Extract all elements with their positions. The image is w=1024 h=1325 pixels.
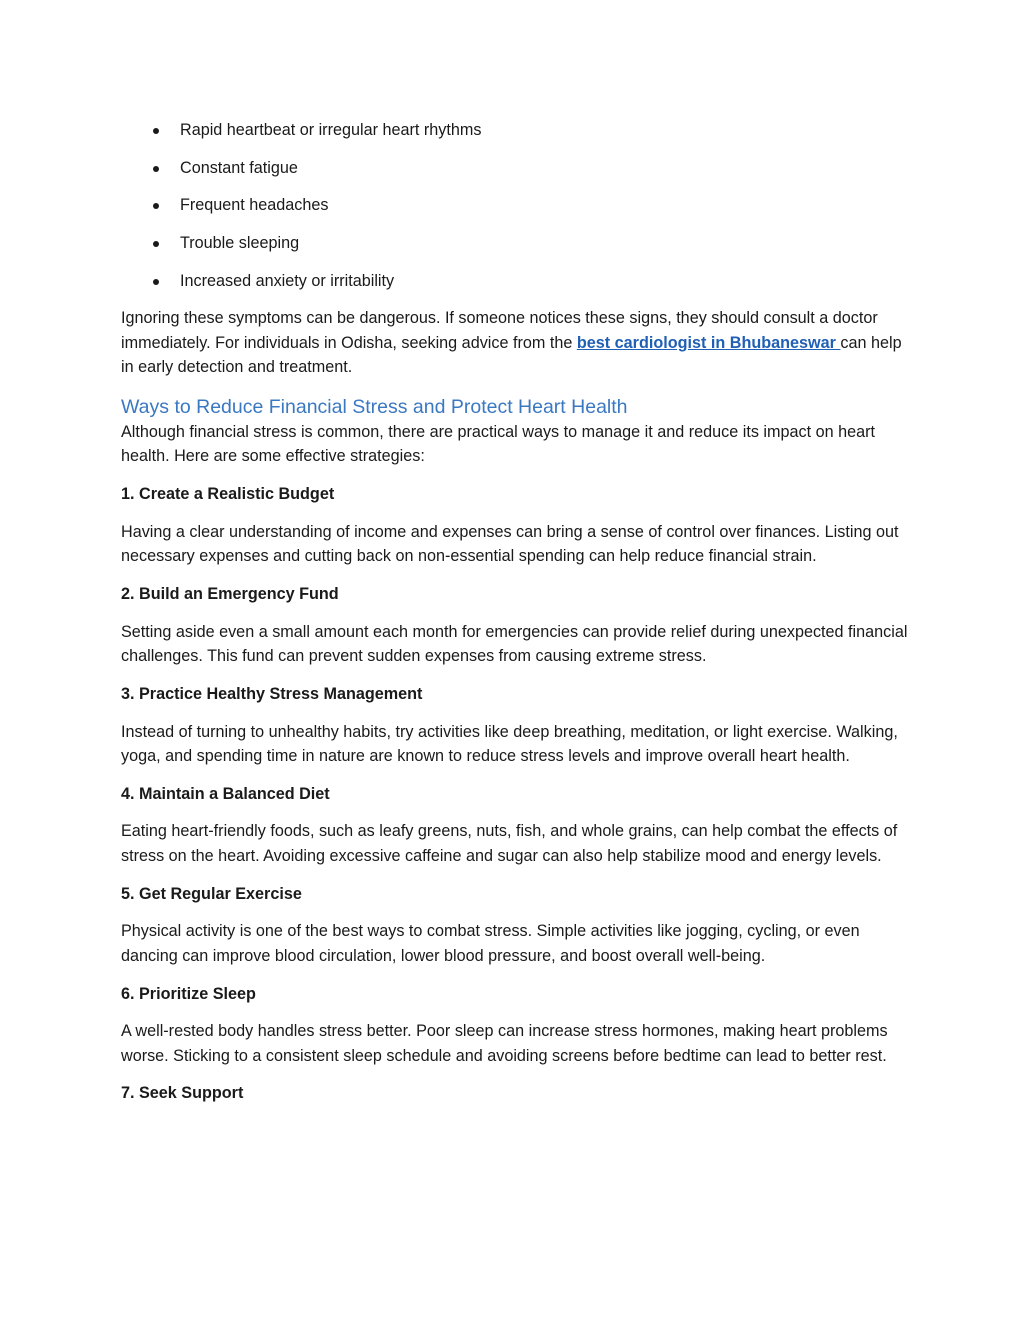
list-item-text: Constant fatigue bbox=[180, 158, 298, 177]
list-item-text: Increased anxiety or irritability bbox=[180, 271, 395, 290]
strategy-body: Instead of turning to unhealthy habits, try activities like deep breathing, meditation, or light exercise. Walking, yoga, and spending time in nature are known to reduce stress levels and improve overall heart health. bbox=[121, 722, 898, 766]
bullet-icon bbox=[153, 241, 159, 247]
strategy-title: 2. Build an Emergency Fund bbox=[121, 585, 339, 603]
list-item-text: Trouble sleeping bbox=[180, 234, 300, 253]
strategy-title: 5. Get Regular Exercise bbox=[121, 884, 302, 903]
section-intro: Although financial stress is common, there are practical ways to manage it and reduce its impact on heart health. Here are some effective strategies: bbox=[121, 422, 875, 466]
list-item bbox=[121, 269, 911, 294]
list-item bbox=[121, 118, 911, 143]
list-item bbox=[121, 193, 911, 218]
warning-paragraph bbox=[121, 306, 911, 380]
section-heading: Ways to Reduce Financial Stress and Protect Heart Health bbox=[121, 395, 628, 418]
document-page bbox=[121, 118, 911, 1119]
strategy-body: Physical activity is one of the best ways to combat stress. Simple activities like jogging, cycling, or even dancing can improve blood circulation, lower blood pressure, and boost overall well-being. bbox=[121, 922, 860, 965]
bullet-icon bbox=[153, 203, 159, 209]
list-item bbox=[121, 231, 911, 256]
strategy-body: Having a clear understanding of income and expenses can bring a sense of control over finances. Listing out necessary expenses and cutting back on non-essential spending can help reduce financial strain. bbox=[121, 522, 899, 566]
list-item-text: Rapid heartbeat or irregular heart rhythms bbox=[180, 121, 482, 139]
bullet-icon bbox=[153, 166, 159, 172]
strategy-title: 7. Seek Support bbox=[121, 1084, 244, 1103]
strategy-body: Eating heart-friendly foods, such as leafy greens, nuts, fish, and whole grains, can help combat the effects of stress on the heart. Avoiding excessive caffeine and sugar can also help stabilize mood and energy levels. bbox=[121, 822, 898, 865]
strategy-body: Setting aside even a small amount each month for emergencies can provide relief during unexpected financial challenges. This fund can prevent sudden expenses from causing extreme stress. bbox=[121, 622, 908, 666]
cardiologist-link[interactable]: best cardiologist in Bhubaneswar bbox=[576, 333, 841, 352]
warning-text-before: Ignoring these symptoms can be dangerous. If someone notices these signs, they should consult a doctor immediately. For individuals in Odisha, seeking advice from the bbox=[121, 309, 878, 352]
strategy-title: 6. Prioritize Sleep bbox=[121, 984, 256, 1003]
bullet-icon bbox=[153, 128, 159, 134]
bullet-icon bbox=[153, 279, 159, 285]
warning-text-after: can help in early detection and treatment. bbox=[121, 333, 902, 377]
strategy-body: A well-rested body handles stress better. Poor sleep can increase stress hormones, making heart problems worse. Sticking to a consistent sleep schedule and avoiding screens before bedtime can lead to better rest. bbox=[121, 1022, 888, 1065]
list-item-text: Frequent headaches bbox=[180, 196, 329, 215]
strategy-title: 4. Maintain a Balanced Diet bbox=[121, 784, 330, 803]
strategy-title: 1. Create a Realistic Budget bbox=[121, 485, 335, 504]
strategy-title: 3. Practice Healthy Stress Management bbox=[121, 684, 423, 703]
list-item bbox=[121, 156, 911, 181]
symptom-list bbox=[121, 118, 911, 293]
